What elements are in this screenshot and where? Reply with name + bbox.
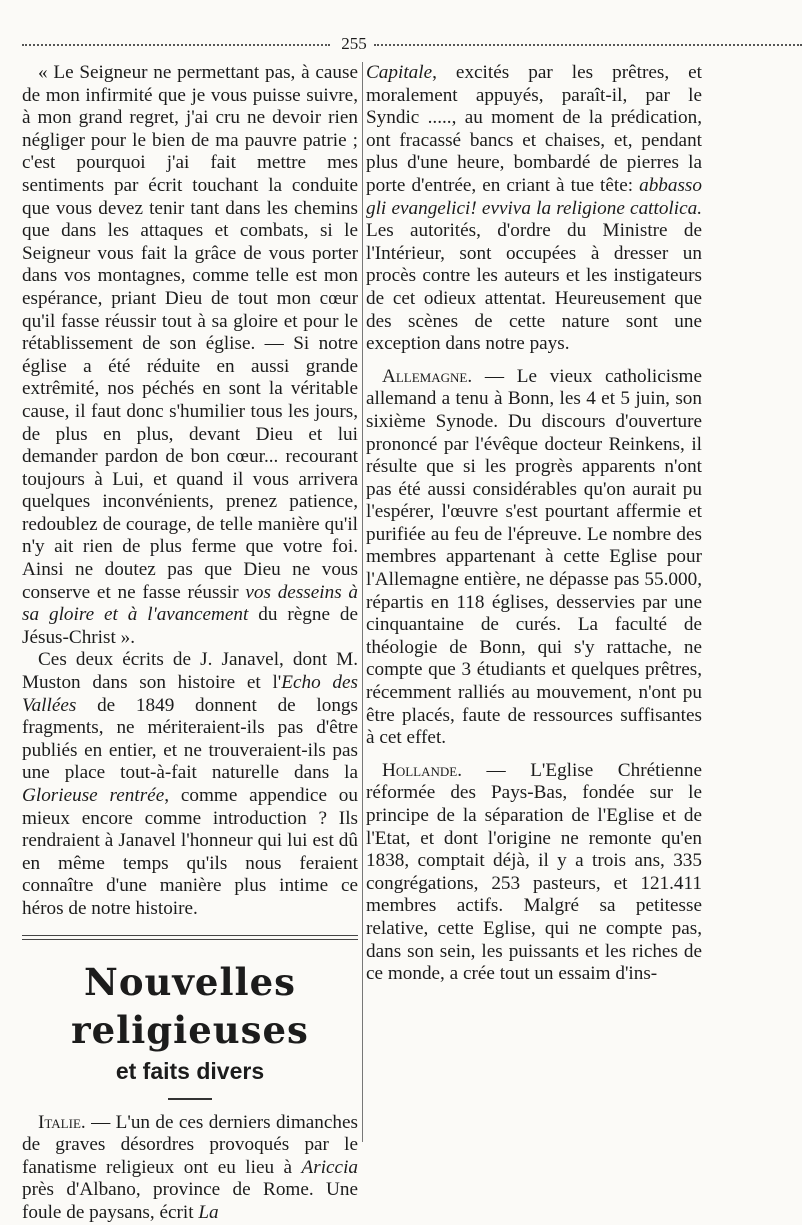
news-allemagne [366,366,702,750]
news-italie [22,1112,358,1225]
p2-text-b: de 1849 donnent de longs fragments, ne mériteraient-ils pas d'être publiés en entier, et ne trouveraient-ils pas une place tout-à-fait naturelle dans la [22,694,358,784]
left-column [22,62,359,1223]
column-divider [362,62,363,1142]
news-italie-continued [366,62,702,356]
italie-text-b: près d'Albano, province de Rome. Une foule de paysans, écrit [22,1179,358,1223]
janavel-quote-paragraph [22,62,358,649]
italie-source-start: La [198,1201,219,1223]
news-label-allemagne: Allemagne. [382,365,473,387]
page-header [22,34,802,54]
spacer [366,356,702,366]
allemagne-text: — Le vieux catholicisme allemand a tenu à Bonn, les 4 et 5 juin, son sixième Synode. Du discours d'ouverture prononcé par l'évêque docteur Reinkens, il résulte que si les progrès apparents n'ont pas été aussi considérables qu'on aurait pu l'espérer, l'œuvre s'est pourtant affermie et purifiée au feu de l'épreuve. Le nombre des membres appartenant à cette Eglise pour l'Allemagne entière, ne dépasse pas 55.000, répartis en 118 églises, desservies par une cinquantaine de curés. La faculté de théologie de Bonn, qui s'y rattache, ne compte que 3 étudiants et quelques prêtres, récemment ralliés au mouvement, n'ont pu être placés, faute de ressources suffisantes à cet effet. [366,365,702,749]
p2-text-a: Ces deux écrits de J. Janavel, dont M. Muston dans son histoire et l' [22,649,358,694]
header-rule-left [22,44,330,46]
italie-source-end: Capitale [366,62,433,83]
quote-text: « Le Seigneur ne permettant pas, à cause de mon infirmité que je vous puisse suivre, à mon grand regret, j'ai cru ne devoir rien négliger pour le bien de ma pauvre patrie ; c'est pourquoi j'ai fait mettre mes sentiments par écrit touchant la conduite que vous devez tenir tant dans les chemins que dans les attaques et combats, si le Seigneur vous fait la grâce de vous porter dans vos montagnes, comme telle est mon espérance, priant Dieu de tout mon cœur qu'il fasse réussir tout à sa gloire et pour le rétablissement de son église. — Si notre église a été réduite en aussi grande extrêmité, nos péchés en sont la véritable cause, il faut donc s'humilier tous les jours, de plus en plus, devant Dieu et lui demander pardon de bon cœur... recourant toujours à Lui, et quand il vous arrivera quelques inconvénients, prenez patience, redoublez de courage, de telle manière qu'il n'y ait rien de plus ferme que votre foi. Ainsi ne doutez pas que Dieu ne vous conserve et ne fasse réussir [22,62,358,603]
right-column [366,62,702,1202]
news-hollande [366,760,702,986]
news-label-italie: Italie. [38,1111,86,1133]
section-subtitle: et faits divers [115,1057,265,1084]
quote-italic: vos desseins à sa gloire et à l'avancement [22,581,359,626]
p2-italic-echo: Echo des Vallées [22,672,358,716]
short-rule [168,1098,212,1100]
section-title: Nouvelles religieuses [71,959,309,1052]
italie-text-c: , excités par les prêtres, et moralement appuyés, paraît-il, par le Syndic ....., au moment de la prédication, ont fracassé bancs et chaises, et, pendant plus d'une heure, bombardé de pierres la porte d'entrée, en criant à tue tête: [366,62,702,196]
hollande-text: — L'Eglise Chrétienne réformée des Pays-Bas, fondée sur le principe de la séparation de l'Eglise et de l'Etat, et dont l'origine ne remonte qu'en 1838, comptait déjà, il y a trois ans, 335 congrégations, 253 pasteurs, et 121.411 membres actifs. Malgré sa petitesse relative, cette Eglise, qui ne compte pas, dans son sein, les puissants et les riches de ce monde, a crée tout un essaim d'ins- [366,759,702,985]
italie-text-a: — L'un de ces derniers dimanches de graves désordres provoqués par le fanatisme religieux ont eu lieu à [22,1111,358,1178]
janavel-writings-paragraph [22,649,358,920]
italie-cry: abbasso gli evangelici! evviva la religione cattolica. [366,174,702,219]
p2-italic-glorieuse: Glorieuse rentrée [22,785,165,806]
section-rule [22,935,358,940]
news-label-hollande: Hollande. [382,759,463,781]
italie-text-d: Les autorités, d'ordre du Ministre de l'Intérieur, sont occupées à dresser un procès contre les auteurs et les instigateurs de cet odieux attentat. Heureusement que des scènes de cette nature sont une exception dans notre pays. [366,220,702,355]
italie-place: Ariccia [301,1156,358,1178]
spacer [366,750,702,760]
quote-end: du règne de Jésus-Christ ». [22,604,358,648]
page-number: 255 [341,34,367,53]
p2-text-c: , comme appendice ou mieux encore comme introduction ? Ils rendraient à Janavel l'honneur qui lui est dû en même temps qu'ils nous feraient connaître d'une manière plus intime ce héros de notre histoire. [22,785,358,919]
header-rule-right [374,44,802,46]
